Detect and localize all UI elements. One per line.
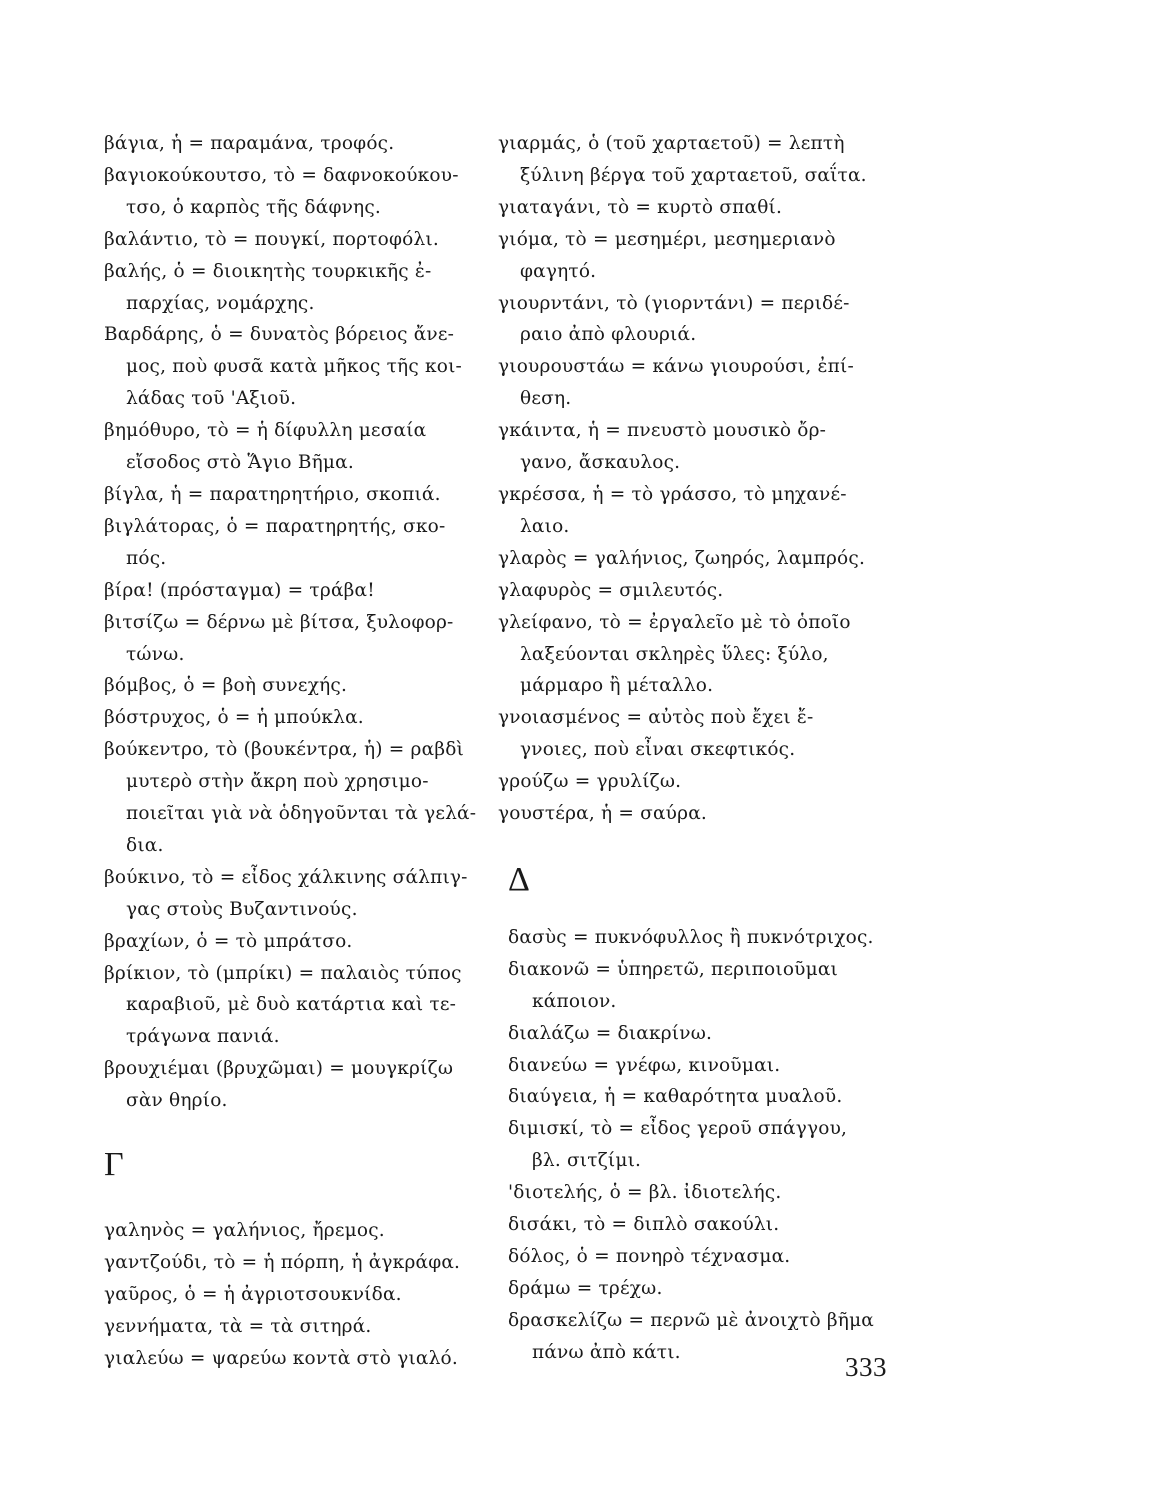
glossary-entry-continuation: γανο, ἄσκαυλος. (520, 452, 681, 474)
glossary-entry: διμισκί, τὸ = εἶδος γεροῦ σπάγγου, (508, 1118, 848, 1140)
glossary-entry: γιαταγάνι, τὸ = κυρτὸ σπαθί. (498, 196, 783, 218)
glossary-entry-continuation: τώνω. (126, 643, 185, 665)
glossary-entry-continuation: φαγητό. (520, 260, 597, 282)
left-column (104, 128, 476, 1375)
glossary-entry: γιουρντάνι, τὸ (γιορντάνι) = περιδέ- (498, 292, 850, 314)
glossary-entry: γλαρὸς = γαλήνιος, ζωηρός, λαμπρός. (498, 547, 866, 569)
glossary-entry: διακονῶ = ὑπηρετῶ, περιποιοῦμαι (508, 958, 838, 980)
glossary-entry-continuation: μυτερὸ στὴν ἄκρη ποὺ χρησιμο- (126, 771, 429, 793)
glossary-entry: γαληνὸς = γαλήνιος, ἤρεμος. (104, 1220, 385, 1242)
glossary-entry: βιγλάτορας, ὁ = παρατηρητής, σκο- (104, 515, 446, 537)
glossary-entry-continuation: ποιεῖται γιὰ νὰ ὁδηγοῦνται τὰ γελά- (126, 803, 477, 825)
glossary-entry: γιαρμάς, ὁ (τοῦ χαρταετοῦ) = λεπτὴ (498, 133, 845, 154)
glossary-entry: βόστρυχος, ὁ = ἡ μπούκλα. (104, 707, 364, 729)
section-heading-delta: Δ (508, 860, 530, 898)
glossary-entry: βρίκιον, τὸ (μπρίκι) = παλαιὸς τύπος (104, 962, 462, 984)
glossary-entry: γκρέσσα, ἡ = τὸ γράσσο, τὸ μηχανέ- (498, 483, 847, 505)
glossary-entry: δρασκελίζω = περνῶ μὲ ἀνοιχτὸ βῆμα (508, 1309, 874, 1331)
glossary-entry: Βαρδάρης, ὁ = δυνατὸς βόρειος ἄνε- (104, 324, 455, 346)
glossary-entry: γνοιασμένος = αὐτὸς ποὺ ἔχει ἔ- (498, 707, 814, 729)
glossary-entry: βαγιοκούκουτσο, τὸ = δαφνοκούκου- (104, 164, 459, 186)
glossary-entry-continuation: μάρμαρο ἢ μέταλλο. (520, 675, 714, 697)
page-number: 333 (845, 1352, 887, 1382)
entries-delta (498, 922, 886, 1369)
glossary-entry: γιαλεύω = ψαρεύω κοντὰ στὸ γιαλό. (104, 1347, 458, 1369)
right-column (498, 128, 886, 1369)
glossary-entry: γιόμα, τὸ = μεσημέρι, μεσημεριανὸ (498, 228, 836, 250)
glossary-entry: διαύγεια, ἡ = καθαρότητα μυαλοῦ. (508, 1086, 843, 1108)
glossary-entry: γλαφυρὸς = σμιλευτός. (498, 579, 724, 601)
glossary-entry: βάγια, ἡ = παραμάνα, τροφός. (104, 133, 395, 154)
glossary-entry: διαλάζω = διακρίνω. (508, 1022, 713, 1044)
glossary-entry: βίγλα, ἡ = παρατηρητήριο, σκοπιά. (104, 483, 441, 505)
entries-gamma (104, 1215, 476, 1375)
glossary-entry: βαλάντιο, τὸ = πουγκί, πορτοφόλι. (104, 228, 439, 250)
glossary-entry-continuation: πάνω ἀπὸ κάτι. (532, 1341, 681, 1363)
glossary-entry: βιτσίζω = δέρνω μὲ βίτσα, ξυλοφορ- (104, 611, 454, 633)
glossary-entry: βημόθυρο, τὸ = ἡ δίφυλλη μεσαία (104, 420, 427, 442)
entries-beta (104, 128, 476, 1117)
glossary-entry: γεννήματα, τὰ = τὰ σιτηρά. (104, 1315, 372, 1337)
glossary-entry-continuation: ραιο ἀπὸ φλουριά. (520, 324, 697, 346)
glossary-entry: δόλος, ὁ = πονηρὸ τέχνασμα. (508, 1246, 791, 1267)
glossary-entry-continuation: λάδας τοῦ 'Αξιοῦ. (126, 388, 297, 410)
glossary-entry: βόμβος, ὁ = βοὴ συνεχής. (104, 675, 348, 697)
glossary-entry-continuation: παρχίας, νομάρχης. (126, 292, 315, 314)
glossary-entry-continuation: γας στοὺς Βυζαντινούς. (126, 898, 358, 920)
section-heading-gamma: Γ (104, 1146, 124, 1184)
glossary-entry-continuation: λαξεύονται σκληρὲς ὕλες: ξύλο, (520, 643, 829, 665)
glossary-entry: δράμω = τρέχω. (508, 1277, 663, 1299)
glossary-entry: βαλής, ὁ = διοικητὴς τουρκικῆς ἐ- (104, 260, 432, 282)
glossary-entry-continuation: τσο, ὁ καρπὸς τῆς δάφνης. (126, 196, 381, 218)
glossary-entry-continuation: τράγωνα πανιά. (126, 1026, 280, 1048)
glossary-entry-continuation: καραβιοῦ, μὲ δυὸ κατάρτια καὶ τε- (126, 994, 457, 1016)
glossary-entry-continuation: θεση. (520, 388, 572, 410)
glossary-entry: γαντζούδι, τὸ = ἡ πόρπη, ἡ ἀγκράφα. (104, 1252, 461, 1273)
glossary-entry-continuation: λαιο. (520, 515, 570, 537)
glossary-entry-continuation: δια. (126, 834, 164, 856)
glossary-entry: γλείφανο, τὸ = ἐργαλεῖο μὲ τὸ ὁποῖο (498, 611, 851, 633)
glossary-entry: γαῦρος, ὁ = ἡ ἀγριοτσουκνίδα. (104, 1283, 402, 1305)
glossary-entry-continuation: ξύλινη βέργα τοῦ χαρταετοῦ, σαΐτα. (520, 164, 867, 186)
glossary-entry-continuation: κάποιον. (532, 990, 617, 1012)
glossary-entry: γρούζω = γρυλίζω. (498, 771, 682, 793)
glossary-entry-continuation: μος, ποὺ φυσᾶ κατὰ μῆκος τῆς κοι- (126, 356, 462, 378)
glossary-entry: δισάκι, τὸ = διπλὸ σακούλι. (508, 1214, 780, 1236)
entries-gamma-continued (498, 128, 886, 830)
glossary-entry: δασὺς = πυκνόφυλλος ἢ πυκνότριχος. (508, 926, 874, 948)
glossary-entry: γουστέρα, ἡ = σαύρα. (498, 803, 707, 825)
glossary-entry: βούκινο, τὸ = εἶδος χάλκινης σάλπιγ- (104, 866, 468, 888)
glossary-entry: βρουχιέμαι (βρυχῶμαι) = μουγκρίζω (104, 1058, 454, 1080)
glossary-entry-continuation: σὰν θηρίο. (126, 1090, 228, 1112)
glossary-entry-continuation: πός. (126, 547, 167, 569)
glossary-entry: 'διοτελής, ὁ = βλ. ἰδιοτελής. (508, 1182, 782, 1204)
glossary-entry: βραχίων, ὁ = τὸ μπράτσο. (104, 930, 353, 952)
glossary-entry: γκάιντα, ἡ = πνευστὸ μουσικὸ ὄρ- (498, 420, 827, 442)
glossary-entry: βούκεντρο, τὸ (βουκέντρα, ἡ) = ραβδὶ (104, 739, 465, 761)
glossary-entry-continuation: βλ. σιτζίμι. (532, 1150, 642, 1172)
glossary-entry: βίρα! (πρόσταγμα) = τράβα! (104, 579, 375, 601)
glossary-entry-continuation: γνοιες, ποὺ εἶναι σκεφτικός. (520, 739, 796, 761)
glossary-entry-continuation: εἴσοδος στὸ Ἅγιο Βῆμα. (126, 452, 354, 474)
glossary-entry: γιουρουστάω = κάνω γιουρούσι, ἐπί- (498, 356, 854, 378)
glossary-entry: διανεύω = γνέφω, κινοῦμαι. (508, 1054, 781, 1076)
